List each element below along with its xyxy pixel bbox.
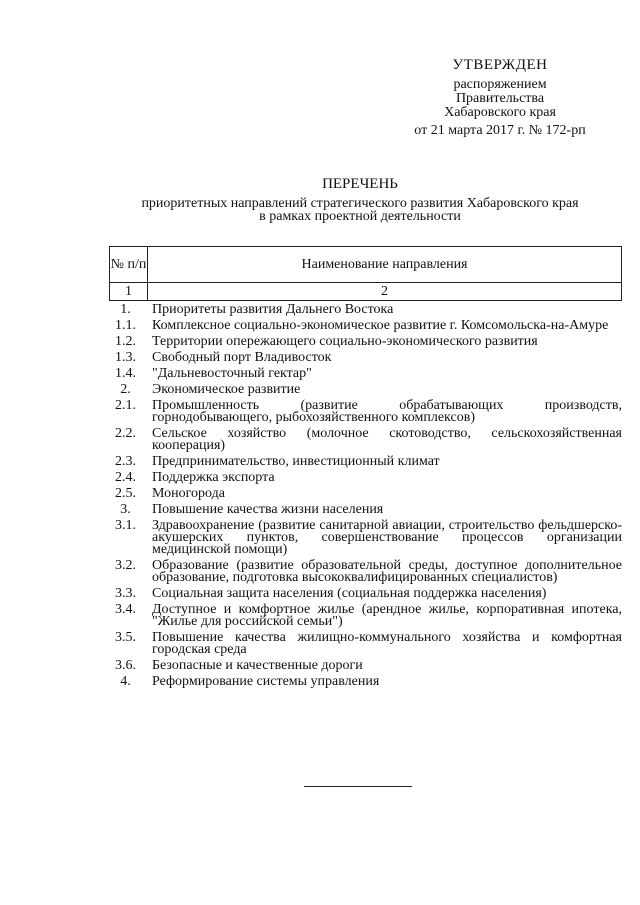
list-item: 4. Реформирование системы управления: [120, 674, 380, 689]
list-item: 2.5. Моногорода: [115, 486, 225, 501]
approval-line-3: Хабаровского края: [444, 105, 556, 120]
subheading-line-1: приоритетных направлений стратегического развития Хабаровского края: [141, 196, 579, 211]
column-header-name: Наименование направления: [148, 247, 622, 283]
document-heading: ПЕРЕЧЕНЬ: [322, 176, 398, 192]
list-item: 1.2. Территории опережающего социально-экономического развития: [115, 334, 538, 349]
approval-title: УТВЕРЖДЕН: [452, 57, 548, 73]
list-item: 1.1. Комплексное социально-экономическое развитие г. Комсомольска-на-Амуре: [115, 318, 609, 333]
subheading-line-2: в рамках проектной деятельности: [259, 209, 461, 224]
list-item: 3.4. Доступное и комфортное жилье (арендное жилье, корпоративная ипотека, "Жилье для российской семьи"): [115, 602, 622, 629]
column-header-number: № п/п: [110, 247, 148, 283]
end-divider: [304, 786, 412, 787]
document-subheading: [100, 197, 620, 223]
table-header: [109, 246, 622, 301]
approval-line-1: распоряжением: [453, 77, 547, 92]
list-item: 2. Экономическое развитие: [120, 382, 301, 397]
list-item: 3.6. Безопасные и качественные дороги: [115, 658, 363, 673]
list-item: 1.3. Свободный порт Владивосток: [115, 350, 332, 365]
column-number-2: 2: [148, 283, 622, 301]
list-item: 2.3. Предпринимательство, инвестиционный климат: [115, 454, 440, 469]
directions-list: [109, 304, 622, 692]
approval-date: от 21 марта 2017 г. № 172-рп: [414, 123, 586, 138]
list-item: 3.5. Повышение качества жилищно-коммунального хозяйства и комфортная городская среда: [115, 630, 622, 657]
approval-block: [400, 58, 600, 138]
list-item: 2.1. Промышленность (развитие обрабатывающих производств, горнодобывающего, рыбохозяйственного комплексов): [115, 398, 622, 425]
list-item: 3.1. Здравоохранение (развитие санитарной авиации, строительство фельдшерско-акушерских пунктов, совершенствование процессов организации медицинской помощи): [115, 518, 622, 557]
approval-line-2: Правительства: [455, 91, 545, 106]
list-item: 2.4. Поддержка экспорта: [115, 470, 275, 485]
list-item: 1. Приоритеты развития Дальнего Востока: [120, 302, 394, 317]
list-item: 3.3. Социальная защита населения (социальная поддержка населения): [115, 586, 547, 601]
column-number-1: 1: [110, 283, 148, 301]
list-item: 3. Повышение качества жизни населения: [120, 502, 384, 517]
list-item: 1.4. "Дальневосточный гектар": [115, 366, 312, 381]
list-item: 3.2. Образование (развитие образовательной среды, доступное дополнительное образование, подготовка высококвалифицированных специалистов): [115, 558, 622, 585]
list-item: 2.2. Сельское хозяйство (молочное скотоводство, сельскохозяйственная кооперация): [115, 426, 622, 453]
